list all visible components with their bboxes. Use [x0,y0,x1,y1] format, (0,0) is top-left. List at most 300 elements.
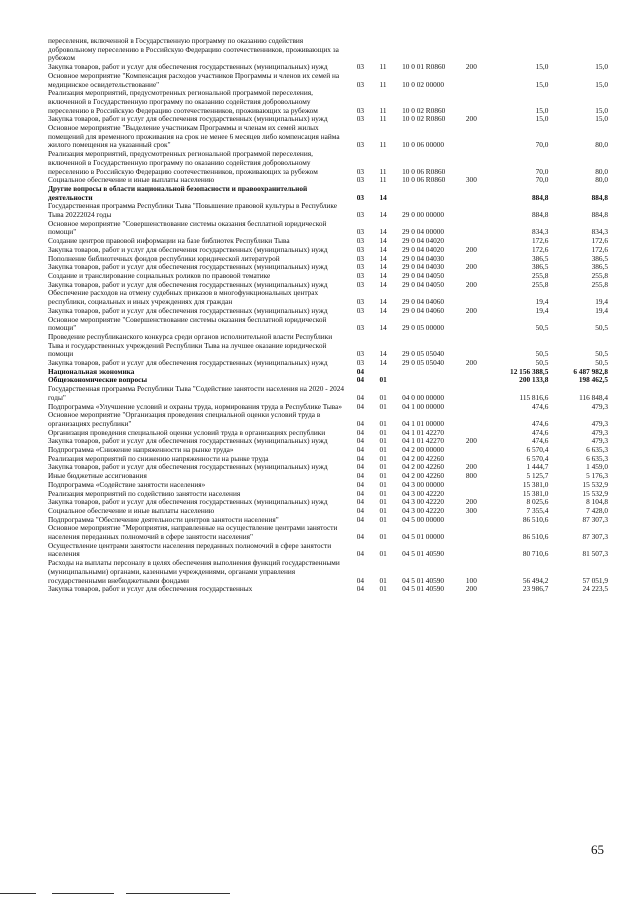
amount-year-1: 6 570,4 [526,445,549,455]
table-row [48,37,608,63]
section-code: 03 [356,62,365,72]
amount-year-1: 386,5 [531,262,549,272]
amount-year-2: 386,5 [591,262,608,272]
subsection-code: 01 [379,453,387,463]
amount-year-1: 255,8 [531,279,549,289]
row-name: Расходы на выплаты персоналу в целях обеспечения выполнения функций государственными (муниципальными) органами, казенными учреждениями, органами управления государственными внебюджетными фондами [48,558,340,585]
section-code: 04 [356,532,365,542]
target-code: 10 0 02 R0860 [402,105,446,115]
amount-year-2: 15 532,9 [582,479,608,489]
expense-type-code [466,316,489,333]
subsection-code: 14 [379,253,387,263]
row-name: Основное мероприятие "Компенсация расходов участников Программы и членов их семей на медицинское освидетельствование" [48,70,340,89]
amount-year-1: 70,0 [535,166,549,176]
amount-year-2 [552,37,608,63]
target-code: 04 3 00 42220 [402,497,445,507]
amount-year-1: 70,0 [535,175,549,185]
amount-year-1: 474,6 [531,401,549,411]
target-code: 29 0 04 04030 [402,253,445,263]
amount-year-2: 386,5 [591,253,608,263]
amount-year-2: 255,8 [591,270,608,280]
expense-type-code [466,481,489,490]
target-code [402,376,466,385]
subsection-code: 01 [379,427,387,437]
table-row [48,316,608,333]
amount-year-2: 80,0 [595,140,608,150]
expense-type-code [466,37,489,63]
amount-year-2: 19,4 [595,297,608,307]
amount-year-1: 884,8 [531,210,549,220]
subsection-code: 14 [379,262,387,272]
amount-year-2: 15 532,9 [582,488,608,498]
amount-year-2: 57 051,9 [582,575,608,585]
expense-type-code: 800 [465,471,477,481]
amount-year-1: 15,0 [535,62,549,72]
amount-year-1: 15 381,0 [522,479,549,489]
subsection-code: 11 [379,140,387,150]
expense-type-code: 200 [465,279,477,289]
amount-year-2: 479,3 [591,436,608,446]
target-code: 29 0 04 04030 [402,262,445,272]
section-code: 04 [356,488,365,498]
table-row [48,220,608,237]
amount-year-2: 6 635,3 [586,453,608,463]
target-code: 04 2 00 42260 [402,471,445,481]
expense-type-code: 100 [465,575,477,585]
amount-year-2: 116 848,4 [579,392,608,402]
section-code: 03 [356,140,365,150]
section-code [355,37,380,63]
amount-year-1: 255,8 [531,270,549,280]
amount-year-1: 8 025,6 [526,497,549,507]
table-row [48,385,608,402]
row-name: Реализация мероприятий по содействию занятости населения [48,488,241,498]
row-name: Подпрограмма "Обеспечение деятельности центров занятости населения" [48,514,279,524]
subsection-code: 01 [379,418,387,428]
section-code: 03 [356,323,365,333]
amount-year-2: 884,8 [591,210,608,220]
amount-year-2: 24 223,5 [582,584,608,594]
subsection-code: 01 [379,532,387,542]
subsection-code: 01 [379,471,387,481]
section-code: 03 [356,105,365,115]
section-code: 04 [356,436,365,446]
row-name: Закупка товаров, работ и услуг для обеспечения государственных (муниципальных) нужд [48,497,328,507]
subsection-code: 11 [379,175,387,185]
row-name: Подпрограмма «Содействие занятости населения» [48,479,206,489]
expense-type-code: 200 [465,114,477,124]
table-row [48,72,608,89]
section-code: 03 [356,79,365,89]
target-code: 04 5 01 40590 [402,584,445,594]
expense-type-code [466,524,489,541]
expense-type-code [466,368,489,377]
target-code: 04 5 01 40590 [402,575,445,585]
row-name: Пополнение библиотечных фондов республики юридической литературой [48,253,280,263]
target-code: 29 0 04 04020 [402,236,445,246]
table-row [48,89,608,115]
amount-year-2: 172,6 [591,236,608,246]
section-code: 04 [356,401,365,411]
amount-year-1: 884,8 [531,192,549,202]
target-code: 10 0 06 R0860 [402,166,446,176]
subsection-code: 14 [379,323,387,333]
amount-year-1: 474,6 [531,436,549,446]
target-code: 29 0 05 05040 [402,358,445,368]
expense-type-code [466,220,489,237]
amount-year-2: 172,6 [591,244,608,254]
amount-year-1: 15,0 [535,105,549,115]
amount-year-2: 50,5 [595,323,608,333]
expense-type-code [466,385,489,402]
subsection-code: 01 [379,575,387,585]
page-number: 65 [591,842,604,857]
section-code: 04 [356,392,365,402]
target-code: 29 0 00 00000 [402,210,445,220]
section-code: 04 [356,462,365,472]
amount-year-1: 172,6 [531,236,549,246]
subsection-code: 14 [379,210,387,220]
row-name: Закупка товаров, работ и услуг для обеспечения государственных (муниципальных) нужд [48,305,328,315]
amount-year-2: 50,5 [595,349,608,359]
expense-type-code: 200 [465,462,477,472]
table-row [48,124,608,150]
amount-year-1: 56 494,2 [522,575,549,585]
section-code: 04 [356,453,365,463]
subsection-code [379,37,402,63]
target-code: 29 0 04 04050 [402,270,445,280]
target-code: 29 0 04 04060 [402,305,445,315]
row-name: Реализация мероприятий, предусмотренных региональной программой переселения, включенной в Государственную программу по оказанию содействия добровольному переселению в Российскую Федерацию соотечественников, проживающих за рубежом [48,149,318,176]
section-code: 03 [356,358,365,368]
target-code: 04 0 00 00000 [402,392,445,402]
row-name: Закупка товаров, работ и услуг для обеспечения государственных (муниципальных) нужд [48,436,328,446]
row-name: Государственная программа Республики Тыва "Содействие занятости населения на 2020 - 2024 годы" [48,384,345,402]
amount-year-2: 87 307,3 [582,532,608,542]
expense-type-code [466,542,489,559]
subsection-code: 01 [379,436,387,446]
amount-year-1: 200 133,8 [519,375,549,385]
expense-type-code [466,516,489,525]
expense-type-code: 200 [465,497,477,507]
amount-year-2: 5 176,3 [586,471,608,481]
subsection-code: 14 [379,227,387,237]
target-code: 10 0 06 00000 [402,140,445,150]
section-code: 03 [356,305,365,315]
expense-type-code [466,403,489,412]
target-code: 04 2 00 42260 [402,462,445,472]
footer-rule-left [0,893,36,894]
subsection-code: 01 [379,479,387,489]
expense-type-code [466,150,489,176]
table-row [48,150,608,176]
row-name: Социальное обеспечение и иные выплаты населению [48,505,215,515]
subsection-code: 01 [379,514,387,524]
row-name: Основное мероприятие "Организация проведения специальной оценки условий труда в организациях республики" [48,410,321,428]
table-row [48,202,608,219]
amount-year-1: 7 355,4 [526,505,549,515]
amount-year-1: 86 510,6 [522,514,549,524]
row-name: Создание центров правовой информации на базе библиотек Республики Тыва [48,236,290,246]
target-code: 29 0 04 04050 [402,279,445,289]
expense-type-code: 300 [465,175,477,185]
amount-year-2: 50,5 [595,358,608,368]
subsection-code: 14 [379,236,387,246]
target-code: 10 0 02 R0860 [402,114,446,124]
amount-year-2: 15,0 [595,105,608,115]
target-code: 29 0 05 00000 [402,323,445,333]
amount-year-2: 834,3 [591,227,608,237]
target-code: 04 3 00 42220 [402,505,445,515]
section-code: 04 [356,366,365,376]
amount-year-1: 12 156 388,5 [510,366,549,376]
amount-year-2: 15,0 [595,62,608,72]
section-code: 04 [356,549,365,559]
target-code: 29 0 04 04060 [402,297,445,307]
expense-type-code [466,446,489,455]
row-name: Закупка товаров, работ и услуг для обеспечения государственных (муниципальных) нужд [48,244,328,254]
subsection-code: 01 [379,401,387,411]
section-code: 03 [356,262,365,272]
amount-year-2: 19,4 [595,305,608,315]
row-name: Закупка товаров, работ и услуг для обеспечения государственных (муниципальных) нужд [48,462,328,472]
section-code: 04 [356,479,365,489]
expense-type-code [466,289,489,306]
row-name: Закупка товаров, работ и услуг для обеспечения государственных (муниципальных) нужд [48,279,328,289]
expense-type-code [466,124,489,150]
amount-year-1: 15,0 [535,79,549,89]
target-code: 29 0 05 05040 [402,349,445,359]
section-code: 04 [356,418,365,428]
expense-type-code: 200 [465,244,477,254]
amount-year-2: 80,0 [595,175,608,185]
amount-year-1: 70,0 [535,140,549,150]
section-code: 04 [356,497,365,507]
section-code: 04 [356,505,365,515]
target-code: 10 0 02 00000 [402,79,445,89]
expense-type-code: 200 [465,584,477,594]
amount-year-2: 1 459,0 [586,462,608,472]
section-code: 03 [356,210,365,220]
row-name: Основное мероприятие "Выделение участникам Программы и членам их семей жилых помещений для временного проживания на срок не менее 6 месяцев либо компенсация найма жилого помещения на указанный срок" [48,123,340,150]
amount-year-1: 474,6 [531,418,549,428]
expense-type-code [466,333,489,359]
row-name: Создание и транслирование социальных роликов по правовой тематике [48,270,271,280]
expense-type-code: 200 [465,358,477,368]
target-code: 04 1 00 00000 [402,401,445,411]
budget-table [48,37,608,594]
amount-year-2: 15,0 [595,114,608,124]
row-name: Другие вопросы в области национальной безопасности и правоохранительной деятельности [48,183,308,202]
amount-year-1: 86 510,6 [522,532,549,542]
expense-type-code: 200 [465,262,477,272]
amount-year-2: 6 487 982,8 [573,366,608,376]
amount-year-2: 479,3 [591,427,608,437]
row-name: Подпрограмма «Улучшение условий и охраны труда, нормирования труда в Республике Тыва» [48,401,343,411]
subsection-code: 01 [379,549,387,559]
amount-year-1: 1 444,7 [526,462,549,472]
subsection-code: 11 [379,166,387,176]
amount-year-1: 5 125,7 [526,471,549,481]
expense-type-code [466,202,489,219]
section-code: 03 [356,166,365,176]
section-code: 03 [356,175,365,185]
row-name: Социальное обеспечение и иные выплаты населению [48,175,215,185]
target-code: 04 1 01 00000 [402,418,445,428]
footer-rule-middle [52,893,114,894]
row-name: Закупка товаров, работ и услуг для обеспечения государственных [48,584,253,594]
amount-year-1: 50,5 [535,358,549,368]
subsection-code: 01 [379,392,387,402]
expense-type-code [466,185,489,202]
subsection-code: 11 [379,114,387,124]
amount-year-1: 474,6 [531,427,549,437]
amount-year-2: 198 462,5 [578,375,608,385]
row-name: Закупка товаров, работ и услуг для обеспечения государственных (муниципальных) нужд [48,262,328,272]
amount-year-2: 479,3 [591,418,608,428]
target-code: 04 3 00 42220 [402,488,445,498]
row-name: Организация проведения специальной оценки условий труда в организациях республики [48,427,326,437]
subsection-code: 11 [379,62,387,72]
amount-year-1 [489,37,553,63]
amount-year-1: 6 570,4 [526,453,549,463]
row-name: Подпрограмма «Снижение напряженности на рынке труда» [48,445,234,455]
table-row [48,333,608,359]
target-code: 04 5 01 40590 [402,549,445,559]
subsection-code: 11 [379,79,387,89]
target-code [402,185,466,202]
subsection-code: 01 [379,375,387,385]
section-code: 03 [356,114,365,124]
row-name: Закупка товаров, работ и услуг для обеспечения государственных (муниципальных) нужд [48,114,328,124]
target-code: 04 2 00 42260 [402,453,445,463]
footer-rule-right [126,893,230,894]
target-code: 04 2 00 00000 [402,445,445,455]
target-code: 04 1 01 42270 [402,427,445,437]
section-code: 04 [356,471,365,481]
section-code: 04 [356,584,365,594]
amount-year-1: 834,3 [531,227,549,237]
subsection-code: 14 [379,358,387,368]
expense-type-code [466,411,489,428]
expense-type-code: 200 [465,305,477,315]
expense-type-code: 200 [465,436,477,446]
section-code: 04 [356,514,365,524]
section-code: 03 [356,244,365,254]
subsection-code: 01 [379,505,387,515]
section-code: 03 [356,192,365,202]
section-code: 04 [356,427,365,437]
amount-year-1: 80 710,6 [522,549,549,559]
section-code: 03 [356,349,365,359]
amount-year-2: 479,3 [591,401,608,411]
target-code: 29 0 04 00000 [402,227,445,237]
section-code: 04 [356,445,365,455]
amount-year-1: 50,5 [535,323,549,333]
expense-type-code [466,72,489,89]
row-name: Реализация мероприятий, предусмотренных региональной программой переселения, включенной в Государственную программу по оказанию содействия добровольному переселению в Российскую Федерацию соотечественников, проживающих за рубежом [48,88,318,115]
section-code: 03 [356,236,365,246]
amount-year-1: 172,6 [531,244,549,254]
amount-year-1: 386,5 [531,253,549,263]
row-name: Осуществление центрами занятости населения переданных полномочий в сфере занятости населения [48,540,332,559]
subsection-code: 14 [379,192,387,202]
target-code: 04 1 01 42270 [402,436,445,446]
table-row [48,289,608,306]
target-code: 29 0 04 04020 [402,244,445,254]
amount-year-2: 255,8 [591,279,608,289]
section-code: 03 [356,253,365,263]
subsection-code: 01 [379,488,387,498]
target-code [402,37,466,63]
section-code: 03 [356,227,365,237]
amount-year-1: 15 381,0 [522,488,549,498]
target-code: 10 0 01 R0860 [402,62,446,72]
table-row [48,585,608,594]
subsection-code: 01 [379,462,387,472]
subsection-code: 14 [379,297,387,307]
row-name: Реализация мероприятий по снижению напряженности на рынке труда [48,453,269,463]
amount-year-1: 19,4 [535,305,549,315]
amount-year-2: 6 635,3 [586,445,608,455]
target-code: 04 5 00 00000 [402,514,445,524]
subsection-code: 11 [379,105,387,115]
amount-year-2: 15,0 [595,79,608,89]
table-row [48,542,608,559]
amount-year-2: 884,8 [591,192,608,202]
row-name: Закупка товаров, работ и услуг для обеспечения государственных (муниципальных) нужд [48,358,328,368]
expense-type-code [466,89,489,115]
expense-type-code: 200 [465,62,477,72]
subsection-code: 14 [379,244,387,254]
amount-year-1: 23 986,7 [522,584,549,594]
table-row [48,524,608,541]
subsection-code: 14 [379,270,387,280]
amount-year-2: 80,0 [595,166,608,176]
section-code: 04 [356,575,365,585]
subsection-code: 14 [379,305,387,315]
table-row [48,411,608,428]
row-name: Иные бюджетные ассигнования [48,471,147,481]
row-name: Общеэкономические вопросы [48,375,148,385]
row-name: Национальная экономика [48,366,135,376]
amount-year-1: 115 816,6 [519,392,549,402]
row-name: Государственная программа Республики Тыва "Повышение правовой культуры в Республике Тыва 20222024 годы [48,201,337,220]
section-code: 03 [356,279,365,289]
subsection-code: 01 [379,445,387,455]
row-name: Обеспечение расходов на отмену судебных приказов в многофункциональных центрах республики, социальных и иных учреждениях для граждан [48,288,319,307]
expense-type-code: 300 [465,505,477,515]
row-name: Основное мероприятие "Мероприятия, направленные на осуществление центрами занятости населения переданных полномочий в сфере занятости населения" [48,523,338,542]
target-code: 10 0 06 R0860 [402,175,446,185]
row-name: Проведение республиканского конкурса среди органов исполнительной власти Республики Тыва и государственных учреждений Республики Тыва на лучшее оказание юридической помощи [48,331,333,359]
expense-type-code [466,376,489,385]
section-code: 03 [356,297,365,307]
section-code: 04 [356,375,365,385]
target-code: 04 3 00 00000 [402,479,445,489]
amount-year-2: 87 307,3 [582,514,608,524]
subsection-code: 01 [379,584,387,594]
subsection-code: 14 [379,349,387,359]
row-name: Закупка товаров, работ и услуг для обеспечения государственных (муниципальных) нужд [48,62,328,72]
table-row [48,559,608,585]
row-name: переселения, включенной в Государственную программу по оказанию содействия добровольному переселению в Российскую Федерацию соотечественников, проживающих за рубежом [48,36,339,63]
row-name: Основное мероприятие "Совершенствование системы оказания бесплатной юридической помощи" [48,314,327,333]
budget-table-body [48,37,608,594]
subsection-code: 01 [379,497,387,507]
amount-year-2: 81 507,3 [582,549,608,559]
table-row [48,185,608,202]
